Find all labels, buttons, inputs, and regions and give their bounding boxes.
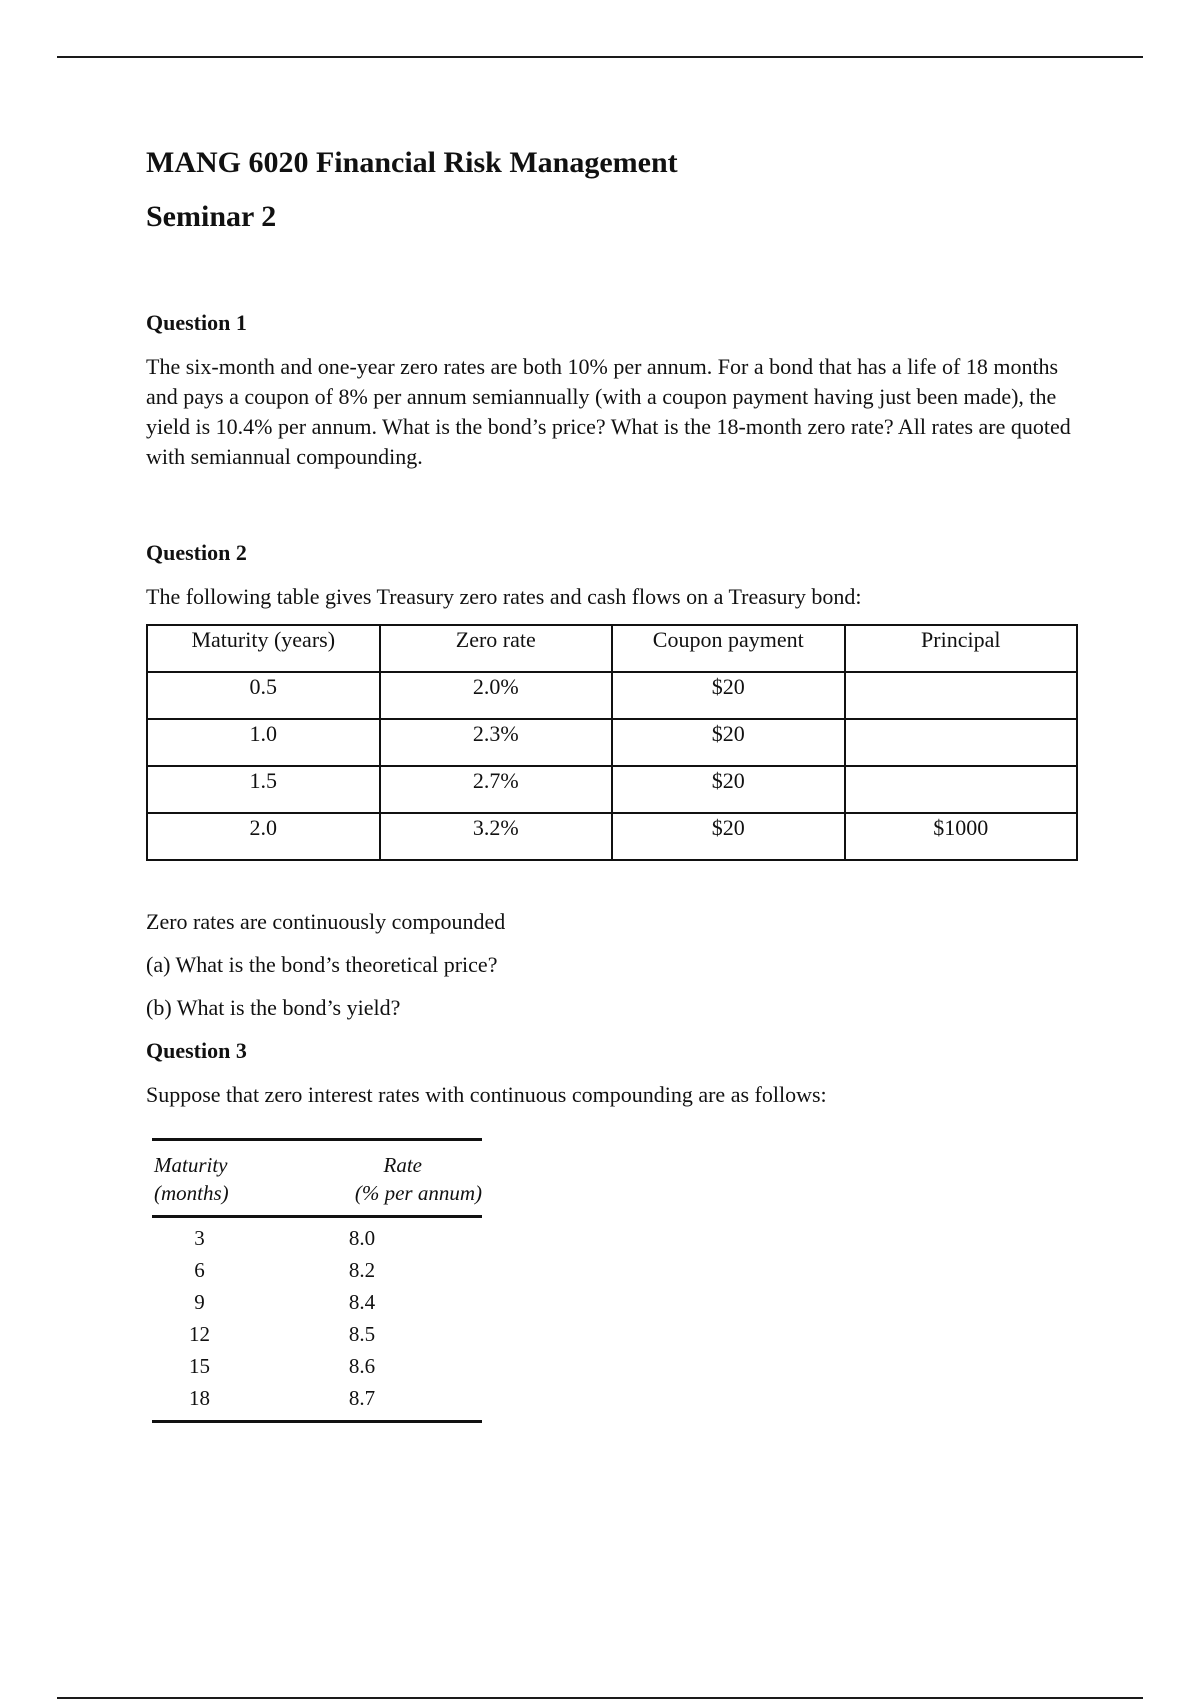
cell-maturity: 18 [189, 1386, 210, 1410]
table-row [147, 719, 1077, 766]
cell-zero-rate: 3.2% [380, 813, 613, 860]
cell-rate: 8.2 [348, 1258, 376, 1282]
header-rate [278, 1151, 482, 1207]
document-subtitle: Seminar 2 [146, 200, 277, 233]
question-2-intro: The following table gives Treasury zero rates and cash flows on a Treasury bond: [146, 584, 862, 609]
question-2-part-b: (b) What is the bond’s yield? [146, 995, 401, 1020]
cell-principal [845, 672, 1078, 719]
header-maturity-months [152, 1151, 278, 1207]
cell-coupon: $20 [612, 672, 845, 719]
cell-rate: 8.6 [348, 1354, 376, 1378]
cell-rate: 8.4 [348, 1290, 376, 1314]
zero-rates-rows [152, 1218, 482, 1420]
question-2-part-a: (a) What is the bond’s theoretical price? [146, 952, 498, 977]
header-zero-rate: Zero rate [380, 625, 613, 672]
top-rule [57, 56, 1143, 58]
question-3-heading: Question 3 [146, 1038, 247, 1063]
cell-coupon: $20 [612, 719, 845, 766]
cell-zero-rate: 2.7% [380, 766, 613, 813]
cell-principal [845, 766, 1078, 813]
question-1-text: The six-month and one-year zero rates are both 10% per annum. For a bond that has a life of 18 months and pays a coupon of 8% per annum semiannually (with a coupon payment having just been made), the yield is 10.4% per annum. What is the bond’s price? What is the 18-month zero rate? All rates are quoted with semiannual compounding. [146, 354, 1071, 469]
table-row [152, 1254, 482, 1286]
cell-maturity: 15 [189, 1354, 210, 1378]
table-row [152, 1222, 482, 1254]
cell-maturity: 12 [189, 1322, 210, 1346]
table-bottom-rule [152, 1420, 482, 1423]
cell-maturity: 3 [194, 1226, 205, 1250]
cell-rate: 8.5 [348, 1322, 376, 1346]
cell-maturity: 0.5 [147, 672, 380, 719]
zero-rates-header [152, 1141, 482, 1215]
question-1-heading: Question 1 [146, 310, 247, 335]
header-rate-label: Rate [383, 1153, 422, 1177]
table-header-row [147, 625, 1077, 672]
cell-principal [845, 719, 1078, 766]
cell-maturity: 6 [194, 1258, 205, 1282]
treasury-cash-flow-table [146, 624, 1078, 861]
bottom-rule [57, 1697, 1143, 1699]
question-2-parts [146, 907, 1086, 1023]
cell-maturity: 9 [194, 1290, 205, 1314]
cell-zero-rate: 2.3% [380, 719, 613, 766]
table-row [152, 1350, 482, 1382]
document-title: MANG 6020 Financial Risk Management [146, 146, 678, 179]
table-row [152, 1286, 482, 1318]
cell-rate: 8.0 [348, 1226, 376, 1250]
header-per-annum-label: (% per annum) [354, 1181, 482, 1205]
cell-principal: $1000 [845, 813, 1078, 860]
table-row [147, 766, 1077, 813]
cell-maturity: 1.5 [147, 766, 380, 813]
question-2-note: Zero rates are continuously compounded [146, 909, 506, 934]
header-coupon-payment: Coupon payment [612, 625, 845, 672]
header-maturity: Maturity (years) [147, 625, 380, 672]
header-months-label: (months) [154, 1181, 229, 1205]
cell-maturity: 2.0 [147, 813, 380, 860]
table-row [152, 1382, 482, 1414]
cell-coupon: $20 [612, 766, 845, 813]
document-body [146, 140, 1086, 1423]
table-row [147, 813, 1077, 860]
table-row [147, 672, 1077, 719]
table-row [152, 1318, 482, 1350]
cell-maturity: 1.0 [147, 719, 380, 766]
header-principal: Principal [845, 625, 1078, 672]
header-maturity-label: Maturity [154, 1153, 228, 1177]
cell-rate: 8.7 [348, 1386, 376, 1410]
cell-zero-rate: 2.0% [380, 672, 613, 719]
cell-coupon: $20 [612, 813, 845, 860]
question-2-heading: Question 2 [146, 540, 247, 565]
question-3-intro: Suppose that zero interest rates with continuous compounding are as follows: [146, 1082, 827, 1107]
zero-rates-table [152, 1138, 482, 1423]
